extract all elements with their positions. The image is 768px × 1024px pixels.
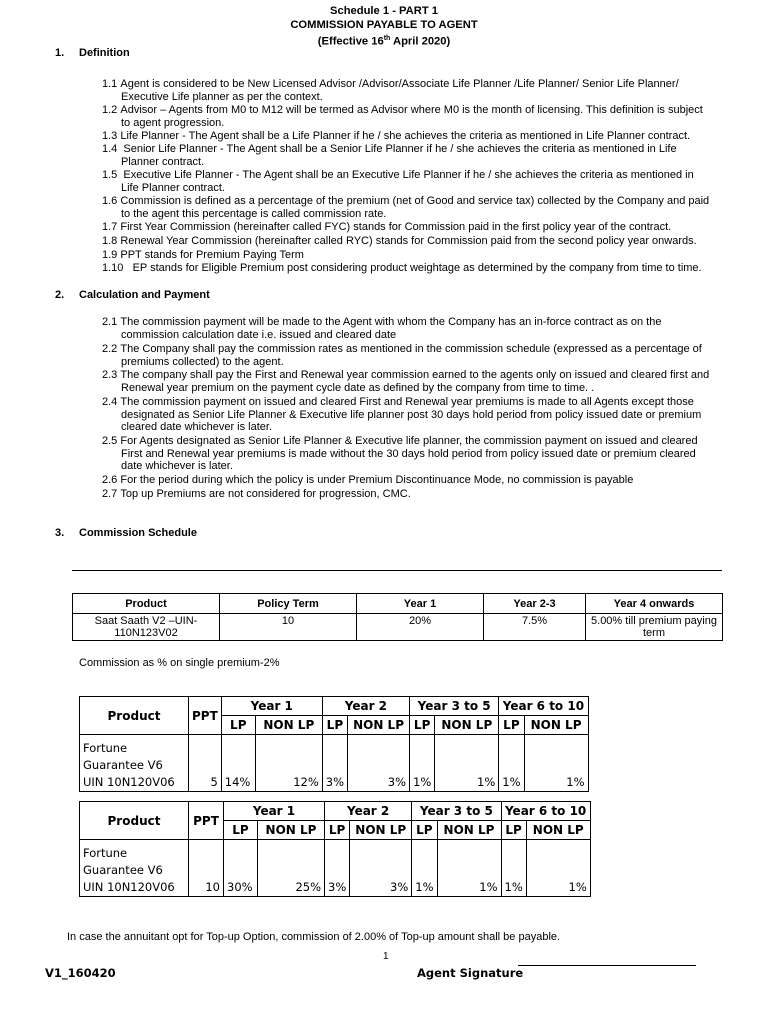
item-text-continued: First and Renewal year premiums is made without the 30 days hold period from policy issued date or premium cleared (121, 447, 696, 460)
agent-signature-label: Agent Signature (417, 966, 524, 980)
cell-value: 1% (524, 735, 588, 792)
table-row (73, 614, 723, 641)
sub-non-lp: NON LP (255, 716, 322, 735)
item-number: 2.6 (102, 474, 121, 486)
item-number: 1.1 (102, 78, 121, 90)
version-code: V1_160420 (45, 966, 116, 980)
single-premium-note: Commission as % on single premium-2% (79, 657, 280, 669)
list-item (102, 143, 752, 168)
item-text: EP stands for Eligible Premium post considering product weightage as determined by the company from time to time. (132, 262, 702, 274)
effective-date: (Effective 16th April 2020) (317, 35, 451, 48)
col-year-6-to-10: Year 6 to 10 (499, 697, 588, 716)
item-text-continued: Executive Life planner as per the context. (121, 90, 323, 103)
sub-non-lp: NON LP (258, 821, 325, 840)
item-text-continued: commission calculation date i.e. issued and cleared date (121, 328, 397, 341)
item-text: The Company shall pay the commission rates as mentioned in the commission schedule (expressed as a percentage of (120, 343, 702, 355)
sub-non-lp: NON LP (526, 821, 590, 840)
list-item (102, 262, 752, 275)
sub-lp: LP (412, 821, 437, 840)
col-year-2: Year 2 (325, 802, 412, 821)
col-policy-term: Policy Term (220, 594, 357, 614)
cell-value: 25% (258, 840, 325, 897)
list-item (102, 343, 752, 368)
item-text: The company shall pay the First and Renewal year commission earned to the agents only on issued and cleared first and (120, 369, 710, 381)
item-text-continued: designated as Senior Life Planner & Executive life planner post 30 days hold period from policy issued date or premium (121, 408, 702, 421)
item-number: 1.8 (102, 235, 121, 247)
horizontal-rule (72, 570, 722, 571)
section-heading-commission-schedule: 3. Commission Schedule (55, 527, 197, 539)
list-item (102, 235, 752, 248)
sub-non-lp: NON LP (524, 716, 588, 735)
item-text: Agent is considered to be New Licensed Advisor /Advisor/Associate Life Planner /Life Planner/ Senior Life Planner/ (120, 78, 679, 90)
item-text: Advisor – Agents from M0 to M12 will be termed as Advisor where M0 is the month of licensing. This definition is subject (120, 104, 703, 116)
table-row (80, 840, 591, 897)
item-text: Senior Life Planner - The Agent shall be a Senior Life Planner if he / she achieves the criteria as mentioned in Life (123, 143, 677, 155)
col-ppt: PPT (189, 802, 224, 840)
item-number: 2.1 (102, 316, 121, 328)
signature-line (518, 965, 696, 966)
schedule-title: Schedule 1 - PART 1 (330, 5, 438, 17)
cell-value: 1% (412, 840, 437, 897)
list-item (102, 488, 752, 501)
cell-product: Fortune Guarantee V6 UIN 10N120V06 (80, 735, 189, 792)
col-product: Product (73, 594, 220, 614)
item-number: 1.6 (102, 195, 121, 207)
item-text: Executive Life Planner - The Agent shall be an Executive Life Planner if he / she achieves the criteria as mentioned in (123, 169, 694, 181)
col-year-1: Year 1 (357, 594, 484, 614)
item-text: For Agents designated as Senior Life Planner & Executive life planner, the commission payment on issued and cleared (120, 435, 698, 447)
sub-lp: LP (221, 716, 255, 735)
cell-value: 1% (435, 735, 499, 792)
document-title: COMMISSION PAYABLE TO AGENT (290, 19, 478, 31)
list-item (102, 316, 752, 341)
col-product: Product (80, 802, 189, 840)
item-text: For the period during which the policy is under Premium Discontinuance Mode, no commission is payable (120, 474, 634, 486)
col-ppt: PPT (189, 697, 222, 735)
item-number: 2.7 (102, 488, 121, 500)
col-year-3-to-5: Year 3 to 5 (410, 697, 499, 716)
item-number: 1.2 (102, 104, 121, 116)
cell-value: 1% (437, 840, 501, 897)
cell-ppt: 5 (189, 735, 222, 792)
topup-note: In case the annuitant opt for Top-up Option, commission of 2.00% of Top-up amount shall be payable. (67, 931, 561, 943)
item-number: 1.5 (102, 169, 124, 181)
sub-lp: LP (410, 716, 435, 735)
sub-lp: LP (322, 716, 347, 735)
list-item (102, 221, 752, 234)
sub-lp: LP (224, 821, 258, 840)
item-text: First Year Commission (hereinafter called FYC) stands for Commission paid in the first policy year of the contract. (120, 221, 672, 233)
item-text-continued: date whichever is later. (121, 460, 233, 473)
list-item (102, 104, 752, 129)
list-item (102, 435, 752, 473)
item-number: 1.9 (102, 249, 121, 261)
item-text-continued: premiums collected) to the agent. (121, 355, 284, 368)
list-item (102, 396, 752, 434)
fortune-guarantee-table-ppt-10 (79, 801, 591, 897)
list-item (102, 369, 752, 394)
col-year-2-3: Year 2-3 (484, 594, 586, 614)
cell-value: 1% (501, 840, 526, 897)
table-row (80, 735, 589, 792)
item-text: Top up Premiums are not considered for progression, CMC. (120, 488, 411, 500)
list-item (102, 169, 752, 194)
list-item (102, 195, 752, 220)
cell-year-4-onwards: 5.00% till premium paying term (586, 614, 723, 641)
item-text-continued: Life Planner contract. (121, 181, 225, 194)
cell-value: 3% (350, 840, 412, 897)
cell-policy-term: 10 (220, 614, 357, 641)
col-year-4-onwards: Year 4 onwards (586, 594, 723, 614)
item-number: 2.2 (102, 343, 121, 355)
page-number: 1 (383, 951, 389, 962)
fortune-guarantee-table-ppt-5 (79, 696, 589, 792)
cell-product: Saat Saath V2 –UIN-110N123V02 (73, 614, 220, 641)
saat-saath-commission-table (72, 593, 723, 641)
item-number: 2.3 (102, 369, 121, 381)
item-text: PPT stands for Premium Paying Term (120, 249, 304, 261)
cell-value: 1% (410, 735, 435, 792)
cell-year-2-3: 7.5% (484, 614, 586, 641)
list-item (102, 130, 752, 143)
col-year-2: Year 2 (322, 697, 409, 716)
item-number: 1.10 (102, 262, 133, 274)
item-number: 1.4 (102, 143, 124, 155)
item-text-continued: to agent progression. (121, 116, 225, 129)
sub-lp: LP (501, 821, 526, 840)
sub-non-lp: NON LP (437, 821, 501, 840)
col-year-1: Year 1 (221, 697, 322, 716)
item-text: Renewal Year Commission (hereinafter called RYC) stands for Commission paid from the second policy year onwards. (120, 235, 697, 247)
item-number: 1.7 (102, 221, 121, 233)
col-product: Product (80, 697, 189, 735)
item-text: The commission payment on issued and cleared First and Renewal year premiums is made to all Agents except those (120, 396, 694, 408)
item-text-continued: cleared date whichever is later. (121, 421, 273, 434)
cell-value: 3% (325, 840, 350, 897)
item-text: Commission is defined as a percentage of the premium (net of Good and service tax) collected by the Company and paid (120, 195, 710, 207)
sub-non-lp: NON LP (435, 716, 499, 735)
cell-product: Fortune Guarantee V6 UIN 10N120V06 (80, 840, 189, 897)
cell-ppt: 10 (189, 840, 224, 897)
item-text-continued: Renewal year premium on the payment cycle date as defined by the company from time to time. . (121, 381, 595, 394)
item-number: 2.4 (102, 396, 121, 408)
cell-value: 3% (348, 735, 410, 792)
item-text-continued: Planner contract. (121, 155, 205, 168)
cell-value: 12% (255, 735, 322, 792)
sub-non-lp: NON LP (348, 716, 410, 735)
section-heading-calculation: 2. Calculation and Payment (55, 289, 210, 301)
sub-lp: LP (499, 716, 524, 735)
col-year-1: Year 1 (224, 802, 325, 821)
list-item (102, 474, 752, 487)
col-year-6-to-10: Year 6 to 10 (501, 802, 590, 821)
cell-value: 3% (322, 735, 347, 792)
cell-value: 14% (221, 735, 255, 792)
item-number: 1.3 (102, 130, 121, 142)
item-text-continued: to the agent this percentage is called commission rate. (121, 207, 387, 220)
item-number: 2.5 (102, 435, 121, 447)
list-item (102, 249, 752, 262)
item-text: Life Planner - The Agent shall be a Life Planner if he / she achieves the criteria as mentioned in Life Planner contract. (120, 130, 691, 142)
cell-value: 1% (499, 735, 524, 792)
cell-year-1: 20% (357, 614, 484, 641)
cell-value: 30% (224, 840, 258, 897)
sub-lp: LP (325, 821, 350, 840)
item-text: The commission payment will be made to the Agent with whom the Company has an in-force contract as on the (120, 316, 662, 328)
list-item (102, 78, 752, 103)
sub-non-lp: NON LP (350, 821, 412, 840)
section-heading-definition: 1. Definition (55, 47, 130, 59)
cell-value: 1% (526, 840, 590, 897)
col-year-3-to-5: Year 3 to 5 (412, 802, 501, 821)
